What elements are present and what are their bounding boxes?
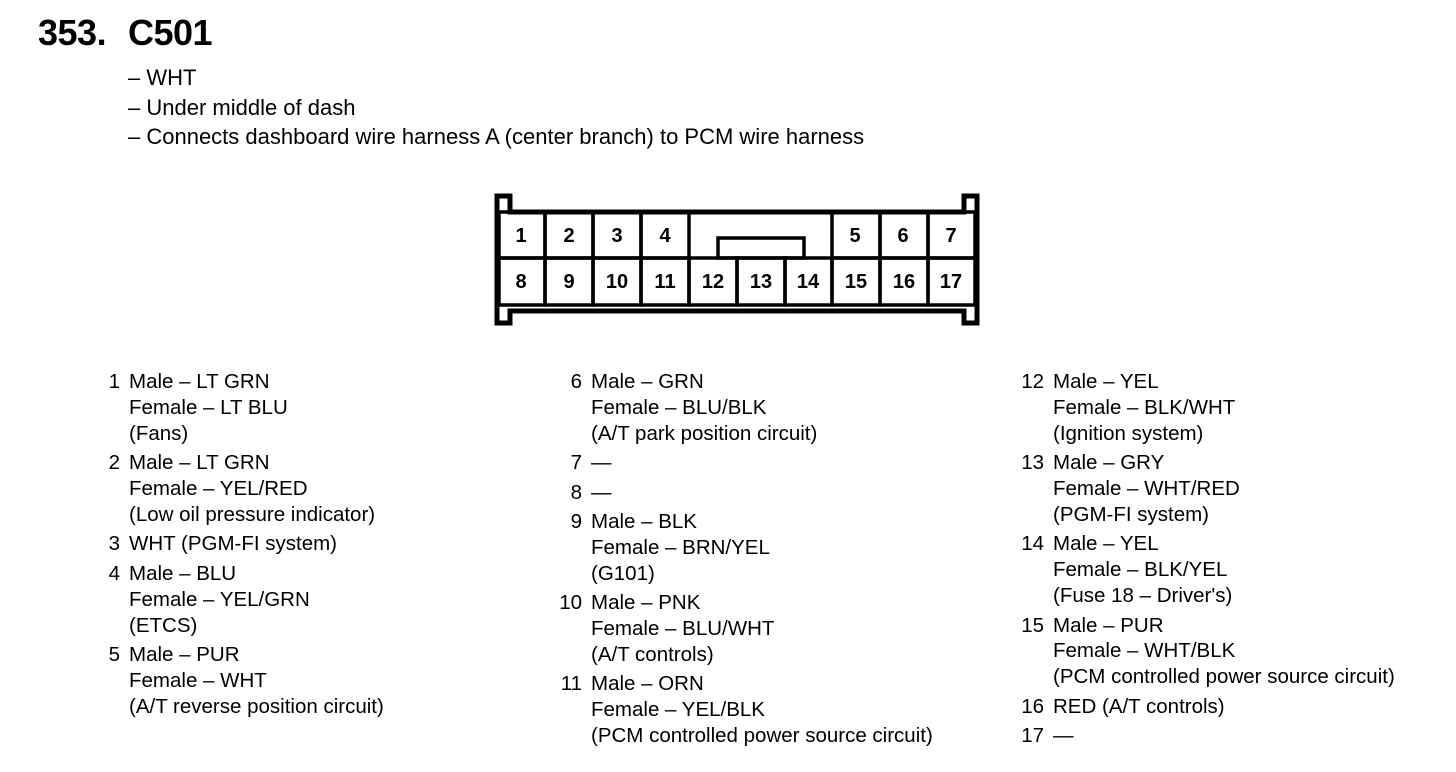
- pin-label-5: 5: [849, 225, 861, 247]
- wire-circuit: (G101): [591, 561, 655, 585]
- pin-label-12: 12: [701, 271, 725, 293]
- pin-label-6: 6: [897, 225, 909, 247]
- pin-number: 17: [1021, 724, 1044, 748]
- wire-circuit: (Ignition system): [1053, 421, 1204, 445]
- wire-male: Male – BLK: [591, 509, 697, 533]
- wire-male: Male – GRN: [591, 370, 704, 393]
- pin-number: 6: [570, 370, 582, 393]
- pin-entry-10: [558, 590, 933, 668]
- pin-entry-17: [1020, 723, 1395, 749]
- wire-circuit: (A/T park position circuit): [591, 421, 818, 445]
- connector-key: [718, 238, 804, 258]
- wire-male: Male – GRY: [1053, 451, 1165, 475]
- pin-label-10: 10: [605, 271, 629, 293]
- wire-circuit: (Low oil pressure indicator): [129, 502, 376, 526]
- wire-male: Male – YEL: [1053, 532, 1159, 556]
- pin-entry-11: [558, 671, 933, 749]
- pin-number: 11: [560, 672, 582, 696]
- pin-label-17: 17: [939, 271, 963, 293]
- wire-circuit: (PCM controlled power source circuit): [591, 724, 933, 748]
- pin-entry-7: [558, 450, 933, 476]
- wire-male: Male – BLU: [129, 561, 237, 585]
- wire-female: Female – YEL/RED: [129, 477, 308, 501]
- pin-number: 13: [1021, 451, 1044, 475]
- pin-label-13: 13: [749, 271, 773, 293]
- wire-circuit: (A/T reverse position circuit): [129, 694, 384, 718]
- wire-female: Female – BLK/YEL: [1053, 558, 1228, 582]
- wire-female: Female – LT BLU: [129, 395, 288, 419]
- pin-entry-8: [558, 480, 933, 506]
- connector-color: – WHT: [128, 65, 197, 90]
- pin-number: 10: [559, 591, 582, 615]
- pin-label-16: 16: [892, 271, 916, 293]
- pin-number: 16: [1021, 694, 1044, 718]
- connector-location: – Under middle of dash: [128, 94, 356, 120]
- wire-male: Male – YEL: [1053, 370, 1159, 393]
- pin-number: 1: [108, 370, 120, 393]
- wire-description: —: [1053, 724, 1074, 748]
- pin-entry-1: [96, 369, 384, 447]
- wire-male: Male – PUR: [1053, 613, 1164, 637]
- wire-description: RED (A/T controls): [1053, 694, 1225, 718]
- wire-female: Female – WHT/BLK: [1053, 639, 1236, 663]
- wire-description: —: [591, 480, 612, 504]
- pin-number: 5: [108, 642, 120, 666]
- pin-number: 12: [1021, 370, 1044, 393]
- pin-label-2: 2: [563, 225, 575, 247]
- pin-entry-16: [1020, 694, 1395, 720]
- wire-circuit: (A/T controls): [591, 642, 714, 666]
- pin-list-column-2: [558, 369, 933, 752]
- pin-entry-13: [1020, 450, 1395, 528]
- wire-circuit: (PGM-FI system): [1053, 502, 1210, 526]
- pin-number: 9: [570, 509, 582, 533]
- wire-circuit: (ETCS): [129, 613, 198, 637]
- pin-list-column-3: [1020, 369, 1395, 752]
- pin-entry-5: [96, 642, 384, 720]
- pin-entry-3: [96, 531, 384, 557]
- wire-female: Female – BLU/WHT: [591, 617, 775, 641]
- pin-label-4: 4: [659, 225, 671, 247]
- pin-label-3: 3: [611, 225, 623, 247]
- pin-label-15: 15: [844, 271, 868, 293]
- wire-female: Female – BLU/BLK: [591, 395, 767, 419]
- connector-id: C501: [128, 12, 213, 53]
- pin-number: 7: [570, 451, 582, 475]
- wire-male: Male – LT GRN: [129, 370, 270, 393]
- pin-entry-14: [1020, 531, 1395, 609]
- pin-entry-9: [558, 509, 933, 587]
- wire-female: Female – YEL/GRN: [129, 587, 310, 611]
- wire-male: Male – PNK: [591, 591, 701, 615]
- wire-male: Male – ORN: [591, 672, 704, 696]
- pin-label-8: 8: [515, 271, 527, 293]
- pin-entry-4: [96, 561, 384, 639]
- pin-number: 3: [108, 532, 120, 556]
- pin-entry-15: [1020, 613, 1395, 691]
- pin-entry-6: [558, 369, 933, 447]
- wire-circuit: (Fuse 18 – Driver's): [1053, 584, 1233, 608]
- pin-label-1: 1: [515, 225, 527, 247]
- wire-circuit: (Fans): [129, 421, 189, 445]
- section-number: 353.: [38, 12, 107, 53]
- pin-entry-2: [96, 450, 384, 528]
- wire-female: Female – BLK/WHT: [1053, 395, 1236, 419]
- pin-entry-12: [1020, 369, 1395, 447]
- pin-label-7: 7: [945, 225, 957, 247]
- pin-number: 15: [1021, 613, 1044, 637]
- wire-female: Female – YEL/BLK: [591, 698, 765, 722]
- pin-number: 8: [570, 480, 582, 504]
- wire-male: Male – PUR: [129, 642, 240, 666]
- pin-number: 14: [1021, 532, 1044, 556]
- wire-female: Female – BRN/YEL: [591, 535, 770, 559]
- pin-label-14: 14: [796, 271, 820, 293]
- wire-female: Female – WHT/RED: [1053, 477, 1240, 501]
- wire-circuit: (PCM controlled power source circuit): [1053, 665, 1395, 689]
- pin-number: 2: [108, 451, 120, 475]
- wire-female: Female – WHT: [129, 668, 267, 692]
- wire-description: —: [591, 451, 612, 475]
- pin-number: 4: [108, 561, 120, 585]
- connector-connection: – Connects dashboard wire harness A (center branch) to PCM wire harness: [128, 124, 865, 149]
- wire-description: WHT (PGM-FI system): [129, 532, 338, 556]
- wire-male: Male – LT GRN: [129, 451, 270, 475]
- pin-label-9: 9: [563, 271, 575, 293]
- pin-list-column-1: [96, 369, 384, 723]
- pin-label-11: 11: [654, 271, 676, 293]
